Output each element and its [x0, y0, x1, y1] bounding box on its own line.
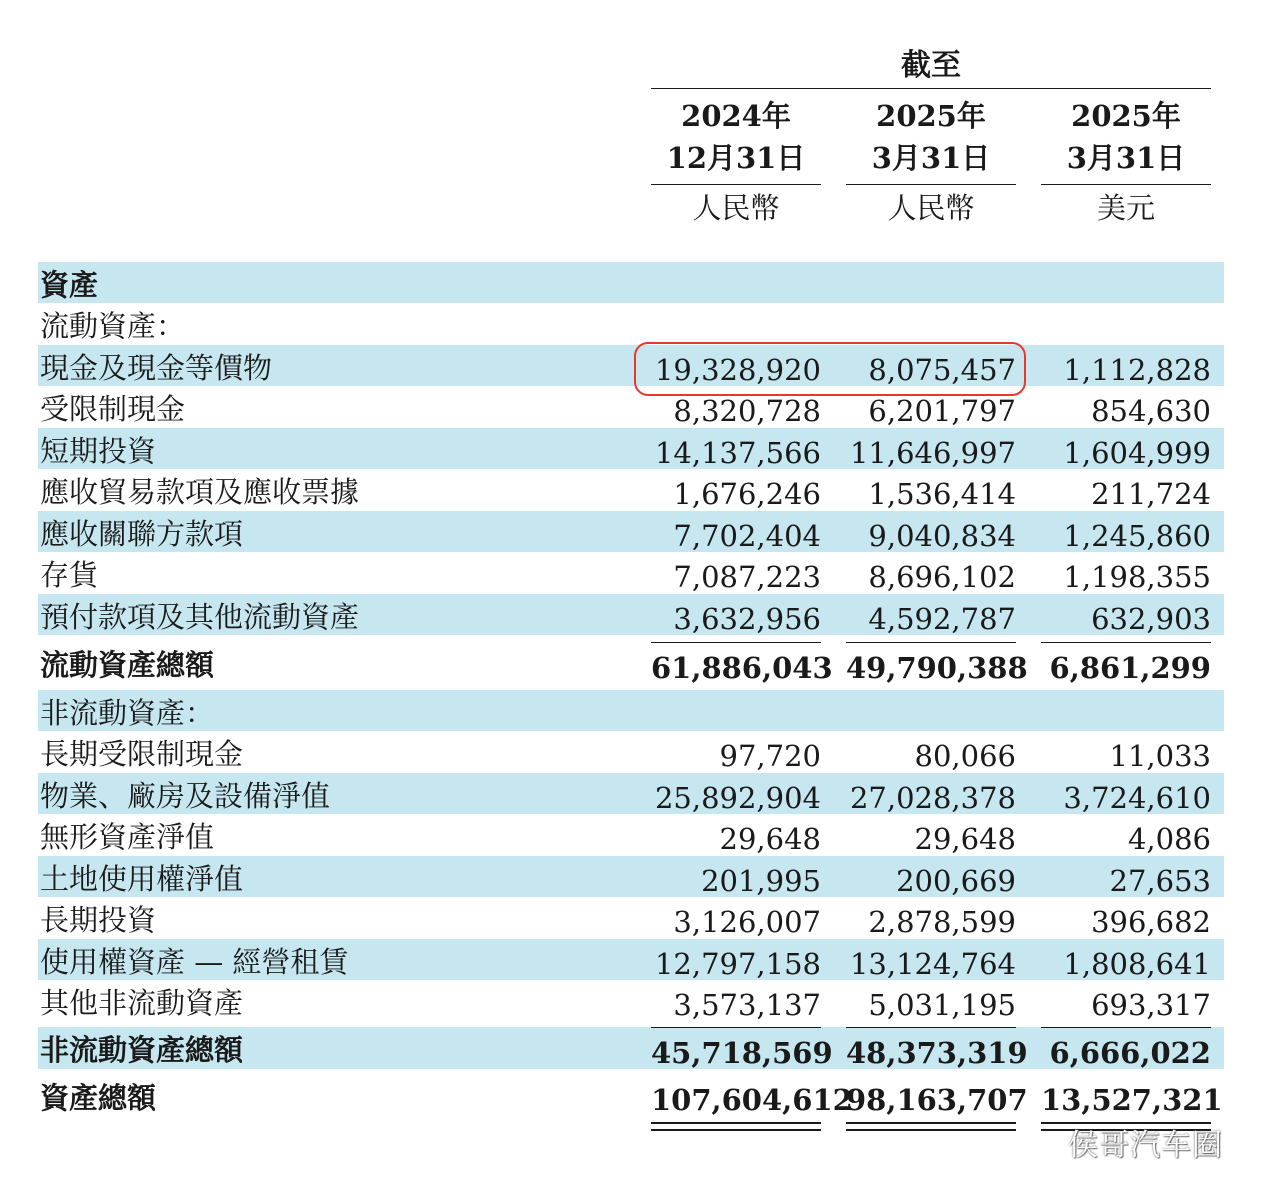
row-label: 無形資產淨值	[40, 820, 215, 854]
table-row	[38, 386, 1224, 427]
column-header-divider	[651, 184, 821, 185]
cell-value: 27,653	[1109, 864, 1211, 898]
table-row	[38, 428, 1224, 469]
cell-value: 12,797,158	[654, 947, 821, 981]
cell-value: 11,646,997	[849, 436, 1016, 470]
row-label: 短期投資	[40, 434, 157, 468]
column-header-date: 3月31日	[1066, 141, 1186, 175]
cell-value: 25,892,904	[654, 781, 821, 815]
row-label: 長期受限制現金	[40, 737, 244, 771]
cell-value: 7,702,404	[673, 519, 821, 553]
cell-value: 4,592,787	[868, 602, 1016, 636]
cell-value: 19,328,920	[654, 353, 821, 387]
cell-value: 27,028,378	[849, 781, 1016, 815]
row-label: 其他非流動資產	[40, 986, 244, 1020]
total-row-assets	[38, 1075, 1224, 1119]
row-label: 現金及現金等價物	[40, 351, 273, 385]
cell-value: 13,527,321	[1041, 1083, 1223, 1117]
cell-value: 97,720	[719, 739, 821, 773]
cell-value: 854,630	[1091, 394, 1211, 428]
table-row	[38, 897, 1224, 938]
column-header-divider	[1041, 184, 1211, 185]
table-row	[38, 469, 1224, 510]
double-underline	[846, 1122, 1016, 1131]
cell-value: 2,878,599	[868, 905, 1016, 939]
row-label: 流動資產：	[40, 309, 186, 343]
cell-value: 98,163,707	[846, 1083, 1028, 1117]
cell-value: 5,031,195	[868, 988, 1016, 1022]
table-row	[38, 552, 1224, 593]
cell-value: 693,317	[1091, 988, 1211, 1022]
cell-value: 3,573,137	[673, 988, 821, 1022]
cell-value: 61,886,043	[651, 642, 821, 689]
watermark-text: 侯哥汽车圈	[1068, 1128, 1223, 1163]
cell-value: 11,033	[1109, 739, 1211, 773]
table-row	[38, 773, 1224, 814]
cell-value: 4,086	[1127, 822, 1211, 856]
cell-value: 211,724	[1091, 477, 1211, 511]
column-group-header: 截至	[651, 44, 1211, 89]
column-header-currency: 美元	[1096, 191, 1155, 225]
row-label: 應收關聯方款項	[40, 517, 244, 551]
table-row	[38, 814, 1224, 855]
cell-value: 8,696,102	[868, 560, 1016, 594]
cell-value: 396,682	[1091, 905, 1211, 939]
table-row	[38, 939, 1224, 980]
column-header-date: 12月31日	[666, 141, 806, 175]
cell-value: 7,087,223	[673, 560, 821, 594]
cell-value: 6,201,797	[868, 394, 1016, 428]
cell-value: 1,245,860	[1063, 519, 1211, 553]
cell-value: 1,536,414	[868, 477, 1016, 511]
table-row	[38, 345, 1224, 386]
column-header-year: 2025年	[876, 99, 986, 133]
cell-value: 3,724,610	[1063, 781, 1211, 815]
column-header-date: 3月31日	[871, 141, 991, 175]
cell-value: 49,790,388	[846, 642, 1016, 689]
cell-value: 80,066	[914, 739, 1016, 773]
cell-value: 1,676,246	[673, 477, 821, 511]
column-header-2	[846, 96, 1016, 230]
column-header-year: 2024年	[681, 99, 791, 133]
highlight-annotation	[634, 342, 1026, 396]
row-label: 長期投資	[40, 903, 157, 937]
cell-value: 1,198,355	[1063, 560, 1211, 594]
cell-value: 14,137,566	[654, 436, 821, 470]
cell-value: 200,669	[896, 864, 1016, 898]
column-header-3	[1041, 96, 1211, 230]
row-label: 應收貿易款項及應收票據	[40, 475, 360, 509]
column-header-1	[651, 96, 821, 230]
cell-value: 107,604,612	[651, 1083, 853, 1117]
cell-value: 8,075,457	[868, 353, 1016, 387]
cell-value: 1,112,828	[1063, 353, 1211, 387]
cell-value: 1,808,641	[1063, 947, 1211, 981]
total-row-non-current-assets	[38, 1027, 1224, 1069]
cell-value: 45,718,569	[651, 1027, 821, 1069]
cell-value: 3,126,007	[673, 905, 821, 939]
table-row	[38, 731, 1224, 772]
row-label: 存貨	[40, 558, 99, 592]
cell-value: 29,648	[719, 822, 821, 856]
subsection-non-current-assets	[38, 690, 1224, 731]
column-header-year: 2025年	[1071, 99, 1181, 133]
column-header-currency: 人民幣	[887, 191, 975, 225]
column-header-currency: 人民幣	[692, 191, 780, 225]
cell-value: 48,373,319	[846, 1027, 1016, 1069]
cell-value: 8,320,728	[673, 394, 821, 428]
column-header-divider	[846, 184, 1016, 185]
cell-value: 13,124,764	[849, 947, 1016, 981]
row-label: 受限制現金	[40, 392, 186, 426]
subsection-current-assets	[38, 303, 1224, 344]
row-label: 土地使用權淨值	[40, 862, 244, 896]
row-label: 資產總額	[40, 1081, 157, 1115]
section-header-assets	[38, 262, 1224, 303]
cell-value: 1,604,999	[1063, 436, 1211, 470]
row-label: 資產	[40, 268, 99, 302]
cell-value: 632,903	[1091, 602, 1211, 636]
double-underline	[651, 1122, 821, 1131]
row-label: 非流動資產總額	[40, 1033, 244, 1067]
cell-value: 3,632,956	[673, 602, 821, 636]
row-label: 使用權資產 — 經營租賃	[40, 945, 349, 979]
table-row	[38, 594, 1224, 635]
cell-value: 6,666,022	[1041, 1027, 1211, 1069]
cell-value: 6,861,299	[1041, 642, 1211, 689]
cell-value: 201,995	[701, 864, 821, 898]
total-row-current-assets	[38, 642, 1224, 689]
row-label: 預付款項及其他流動資產	[40, 600, 360, 634]
row-label: 物業、廠房及設備淨值	[40, 779, 331, 813]
table-row	[38, 856, 1224, 897]
table-row	[38, 980, 1224, 1021]
table-row	[38, 511, 1224, 552]
row-label: 非流動資產：	[40, 696, 215, 730]
row-label: 流動資產總額	[40, 648, 215, 682]
cell-value: 9,040,834	[868, 519, 1016, 553]
cell-value: 29,648	[914, 822, 1016, 856]
